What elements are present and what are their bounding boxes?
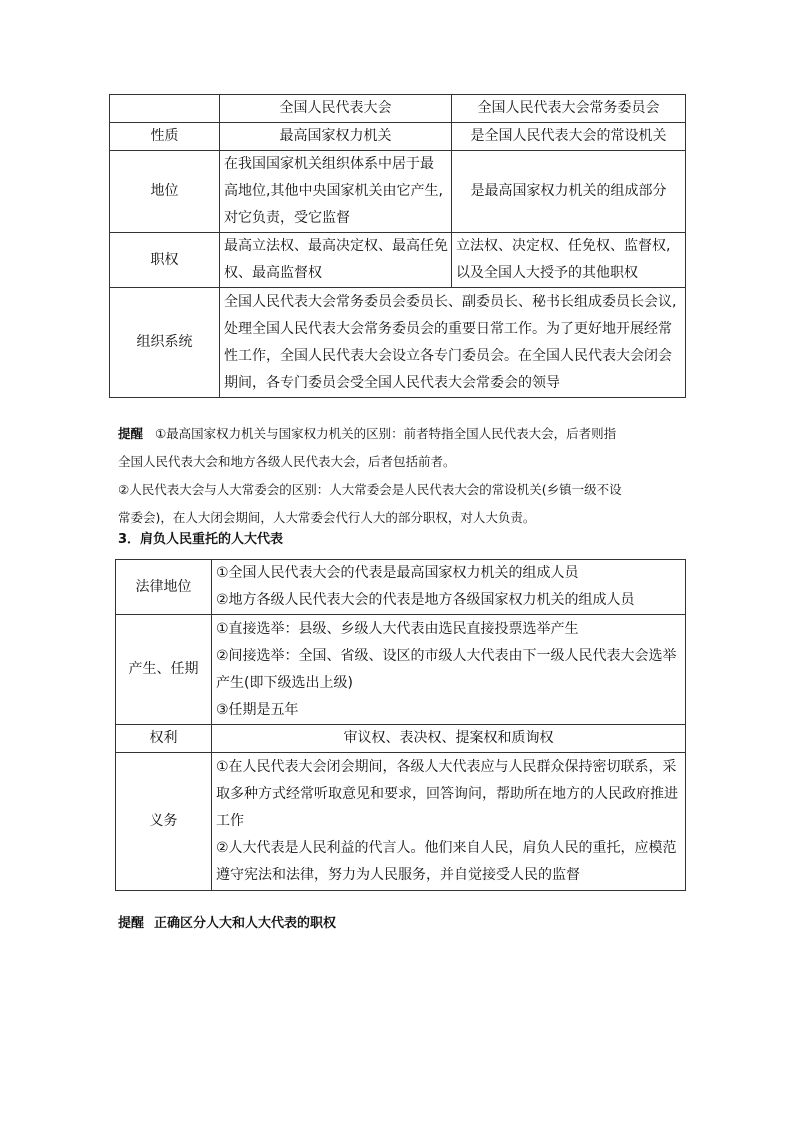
table-cell: 审议权、表决权、提案权和质询权 — [212, 725, 686, 753]
cell-line: ①全国人民代表大会的代表是最高国家权力机关的组成人员 — [216, 565, 579, 581]
note-line — [118, 420, 688, 448]
note-title: 提醒 — [118, 426, 144, 441]
table-header-row — [110, 95, 686, 123]
note-text: ①最高国家权力机关与国家权力机关的区别：前者特指全国人民代表大会，后者则指 — [154, 426, 617, 441]
row-label: 法律地位 — [116, 560, 212, 615]
cell-line: 以及全国人大授予的其他职权 — [456, 265, 638, 281]
table-header-npc: 全国人民代表大会 — [220, 95, 452, 123]
table-row — [116, 725, 686, 753]
cell-line: 立法权、决定权、任免权、监督权, — [456, 238, 671, 254]
cell-line: 工作 — [216, 813, 244, 829]
table-cell: 是全国人民代表大会的常设机关 — [452, 123, 686, 151]
cell-line: 高地位,其他中央国家机关由它产生, — [224, 183, 443, 199]
table-row — [110, 288, 686, 398]
table-cell — [212, 753, 686, 891]
table-header-empty — [110, 95, 220, 123]
note-line: 常委会)，在人大闭会期间，人大常委会代行人大的部分职权，对人大负责。 — [118, 510, 536, 525]
row-label: 产生、任期 — [116, 615, 212, 725]
section-heading: 3．肩负人民重托的人大代表 — [118, 532, 284, 547]
cell-line: 处理全国人民代表大会常务委员会的重要日常工作。为了更好地开展经常 — [224, 320, 672, 337]
row-label: 性质 — [110, 123, 220, 151]
cell-line: ③任期是五年 — [216, 701, 299, 718]
row-label: 权利 — [116, 725, 212, 753]
table-row — [110, 233, 686, 288]
table-cell — [212, 615, 686, 725]
cell-line: 在我国国家机关组织体系中居于最 — [224, 156, 434, 172]
table-cell — [220, 233, 452, 288]
deputies-table — [115, 559, 686, 891]
reminder-note — [118, 420, 688, 532]
cell-line: ①直接选举：县级、乡级人大代表由选民直接投票选举产生 — [216, 620, 579, 637]
table-cell — [220, 288, 686, 398]
cell-line: 最高立法权、最高决定权、最高任免 — [224, 238, 448, 254]
row-label: 义务 — [116, 753, 212, 891]
table-row — [116, 753, 686, 891]
table-cell — [452, 233, 686, 288]
table-cell — [212, 560, 686, 615]
table-row — [116, 615, 686, 725]
reminder-note-2 — [118, 912, 336, 936]
row-label: 地位 — [110, 151, 220, 233]
cell-line: ②间接选举：全国、省级、设区的市级人大代表由下一级人民代表大会选举 — [216, 647, 677, 664]
table-cell: 最高国家权力机关 — [220, 123, 452, 151]
cell-line: 产生(即下级选出上级) — [216, 674, 353, 691]
cell-line: 权、最高监督权 — [224, 265, 322, 281]
npc-comparison-table — [109, 94, 686, 398]
cell-line: 期间，各专门委员会受全国人民代表大会常委会的领导 — [224, 374, 560, 391]
cell-line: 性工作，全国人民代表大会设立各专门委员会。在全国人民代表大会闭会 — [224, 347, 672, 364]
table-row — [110, 123, 686, 151]
note-text: 正确区分人大和人大代表的职权 — [154, 916, 337, 931]
cell-line: 全国人民代表大会常务委员会委员长、副委员长、秘书长组成委员长会议, — [224, 293, 677, 310]
row-label: 组织系统 — [110, 288, 220, 398]
note-line: ②人民代表大会与人大常委会的区别：人大常委会是人民代表大会的常设机关(乡镇一级不设 — [118, 482, 622, 497]
cell-line: 对它负责，受它监督 — [224, 210, 350, 226]
table-cell — [220, 151, 452, 233]
row-label: 职权 — [110, 233, 220, 288]
cell-line: 取多种方式经常听取意见和要求，回答询问，帮助所在地方的人民政府推进 — [216, 786, 678, 802]
note-title: 提醒 — [118, 916, 145, 931]
table-cell: 是最高国家权力机关的组成部分 — [452, 151, 686, 233]
table-row — [116, 560, 686, 615]
cell-line: ②地方各级人民代表大会的代表是地方各级国家权力机关的组成人员 — [216, 592, 635, 608]
table-row — [110, 151, 686, 233]
cell-line: 遵守宪法和法律，努力为人民服务，并自觉接受人民的监督 — [216, 867, 580, 883]
note-line: 全国人民代表大会和地方各级人民代表大会，后者包括前者。 — [118, 454, 456, 469]
cell-line: ①在人民代表大会闭会期间，各级人大代表应与人民群众保持密切联系，采 — [216, 759, 677, 775]
table-header-standing-committee: 全国人民代表大会常务委员会 — [452, 95, 686, 123]
cell-line: ②人大代表是人民利益的代言人。他们来自人民，肩负人民的重托，应模范 — [216, 840, 677, 856]
